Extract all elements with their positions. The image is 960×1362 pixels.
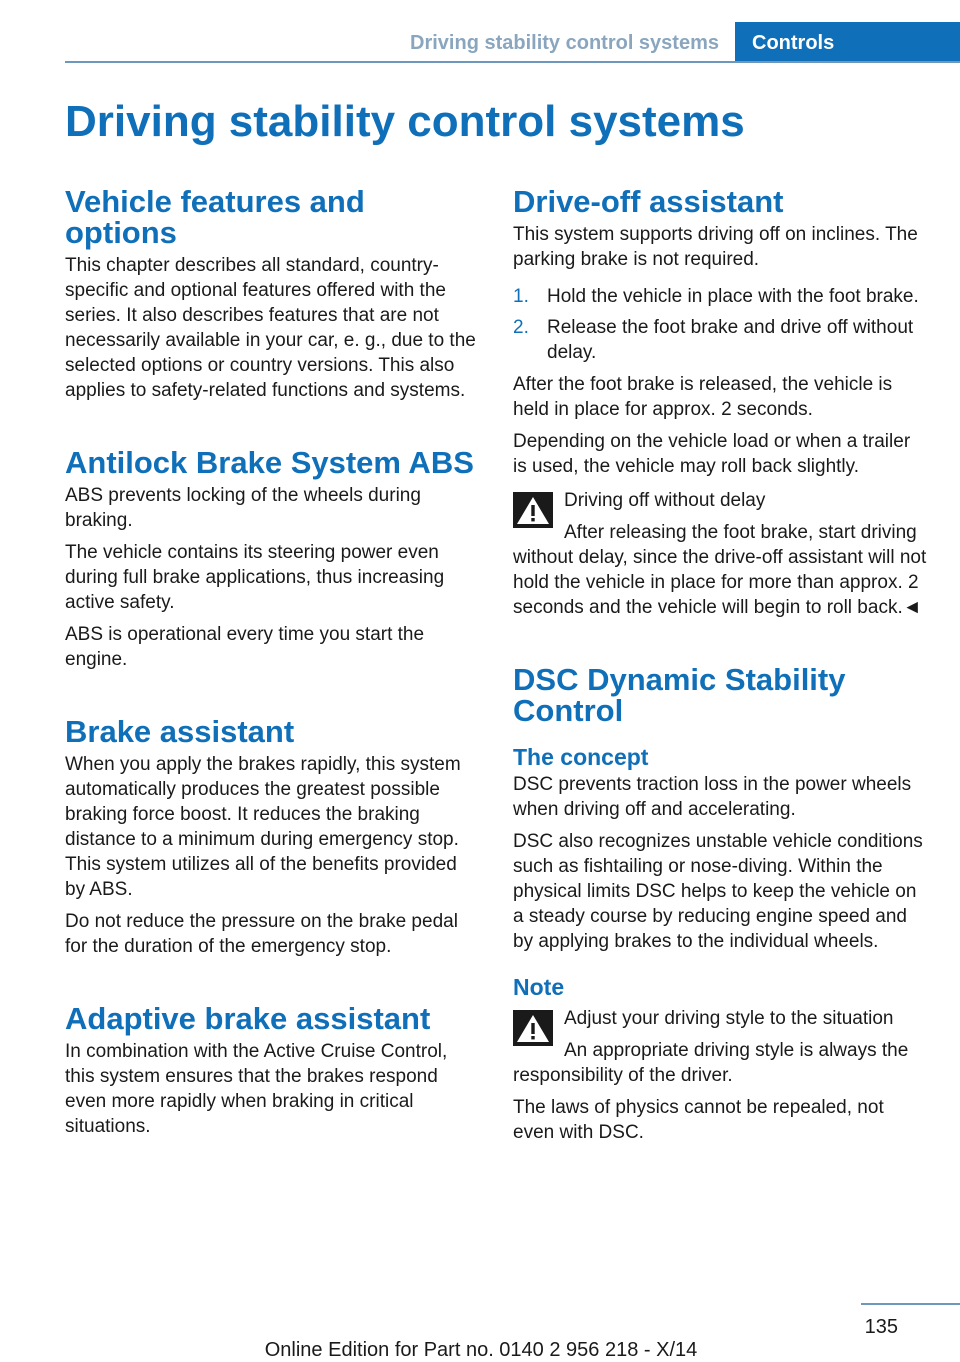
header-section-title: Driving stability control systems — [410, 32, 719, 54]
adaptive-brake-assistant-text: In combination with the Active Cruise Control, this system ensures that the brakes respond even more rapidly when braking in critical situations. — [65, 1041, 448, 1137]
page-number: 135 — [864, 1316, 898, 1338]
step-number: 1. — [513, 286, 529, 307]
heading-drive-off-assistant: Drive-off assistant — [513, 184, 784, 219]
footer-edition-text: Online Edition for Part no. 0140 2 956 218 - X/14 — [264, 1339, 698, 1361]
step-text: Release the foot brake and drive off without delay. — [547, 317, 914, 363]
warning-body: An appropriate driving style is always the responsibility of the driver. — [513, 1040, 909, 1086]
heading-the-concept: The concept — [513, 744, 649, 770]
section-dsc — [513, 664, 929, 1145]
footer-divider — [861, 1303, 960, 1305]
list-item — [513, 284, 929, 309]
step-text: Hold the vehicle in place with the foot brake. — [547, 286, 919, 307]
heading-abs: Antilock Brake System ABS — [65, 445, 474, 480]
right-column — [513, 186, 929, 1145]
section-brake-assistant — [65, 716, 481, 959]
drive-off-intro: This system supports driving off on inclines. The parking brake is not required. — [513, 224, 918, 270]
dsc-text-1: DSC prevents traction loss in the power wheels when driving off and accelerating. — [513, 774, 912, 820]
vehicle-features-text: This chapter describes all standard, country-specific and optional features offered with the series. It also describes features that are not necessarily available in your car, e. g., due to the selected options or country versions. This also applies to safety-related functions and systems. — [65, 255, 476, 401]
page-header — [65, 22, 960, 62]
warning-title: Adjust your driving style to the situation — [564, 1008, 894, 1029]
heading-dsc: DSC Dynamic Stability Control — [513, 662, 846, 728]
drive-off-steps — [513, 284, 929, 365]
warning-drive-off — [513, 488, 929, 620]
heading-note: Note — [513, 974, 565, 1000]
warning-body: After releasing the foot brake, start driving without delay, since the drive-off assistant will not hold the vehicle in place for more than approx. 2 seconds and the vehicle will begin to roll back.◄ — [513, 522, 927, 618]
abs-text-3: ABS is operational every time you start the engine. — [65, 624, 425, 670]
dsc-text-2: DSC also recognizes unstable vehicle conditions such as fishtailing or nose-diving. Within the physical limits DSC helps to keep the vehicle on a steady course by reducing engine speed and by applying brakes to the individual wheels. — [513, 831, 923, 952]
warning-title: Driving off without delay — [564, 490, 766, 511]
warning-driving-style — [513, 1006, 929, 1088]
abs-text-1: ABS prevents locking of the wheels during braking. — [65, 485, 421, 531]
heading-adaptive-brake-assistant: Adaptive brake assistant — [65, 1001, 431, 1036]
header-chapter-tab: Controls — [735, 22, 960, 62]
section-vehicle-features — [65, 186, 481, 403]
warning-triangle-icon — [513, 1010, 553, 1046]
drive-off-text-2: Depending on the vehicle load or when a trailer is used, the vehicle may roll back slightly. — [513, 431, 911, 477]
abs-text-2: The vehicle contains its steering power even during full brake applications, thus increasing active safety. — [65, 542, 445, 613]
brake-assistant-text-2: Do not reduce the pressure on the brake pedal for the duration of the emergency stop. — [65, 911, 458, 957]
list-item — [513, 315, 929, 365]
header-divider — [65, 61, 960, 63]
brake-assistant-text-1: When you apply the brakes rapidly, this system automatically produces the greatest possible braking force boost. It reduces the braking distance to a minimum during emergency stop. This system utilizes all of the benefits provided by ABS. — [65, 754, 461, 900]
section-adaptive-brake-assistant — [65, 1003, 481, 1139]
section-drive-off-assistant — [513, 186, 929, 620]
warning-triangle-icon — [513, 492, 553, 528]
dsc-text-3: The laws of physics cannot be repealed, not even with DSC. — [513, 1097, 884, 1143]
heading-brake-assistant: Brake assistant — [65, 714, 295, 749]
drive-off-text-1: After the foot brake is released, the vehicle is held in place for approx. 2 seconds. — [513, 374, 893, 420]
left-column — [65, 186, 481, 1139]
heading-vehicle-features: Vehicle features and options — [65, 184, 365, 250]
page-title: Driving stability control systems — [65, 97, 745, 146]
section-abs — [65, 447, 481, 672]
step-number: 2. — [513, 317, 529, 338]
